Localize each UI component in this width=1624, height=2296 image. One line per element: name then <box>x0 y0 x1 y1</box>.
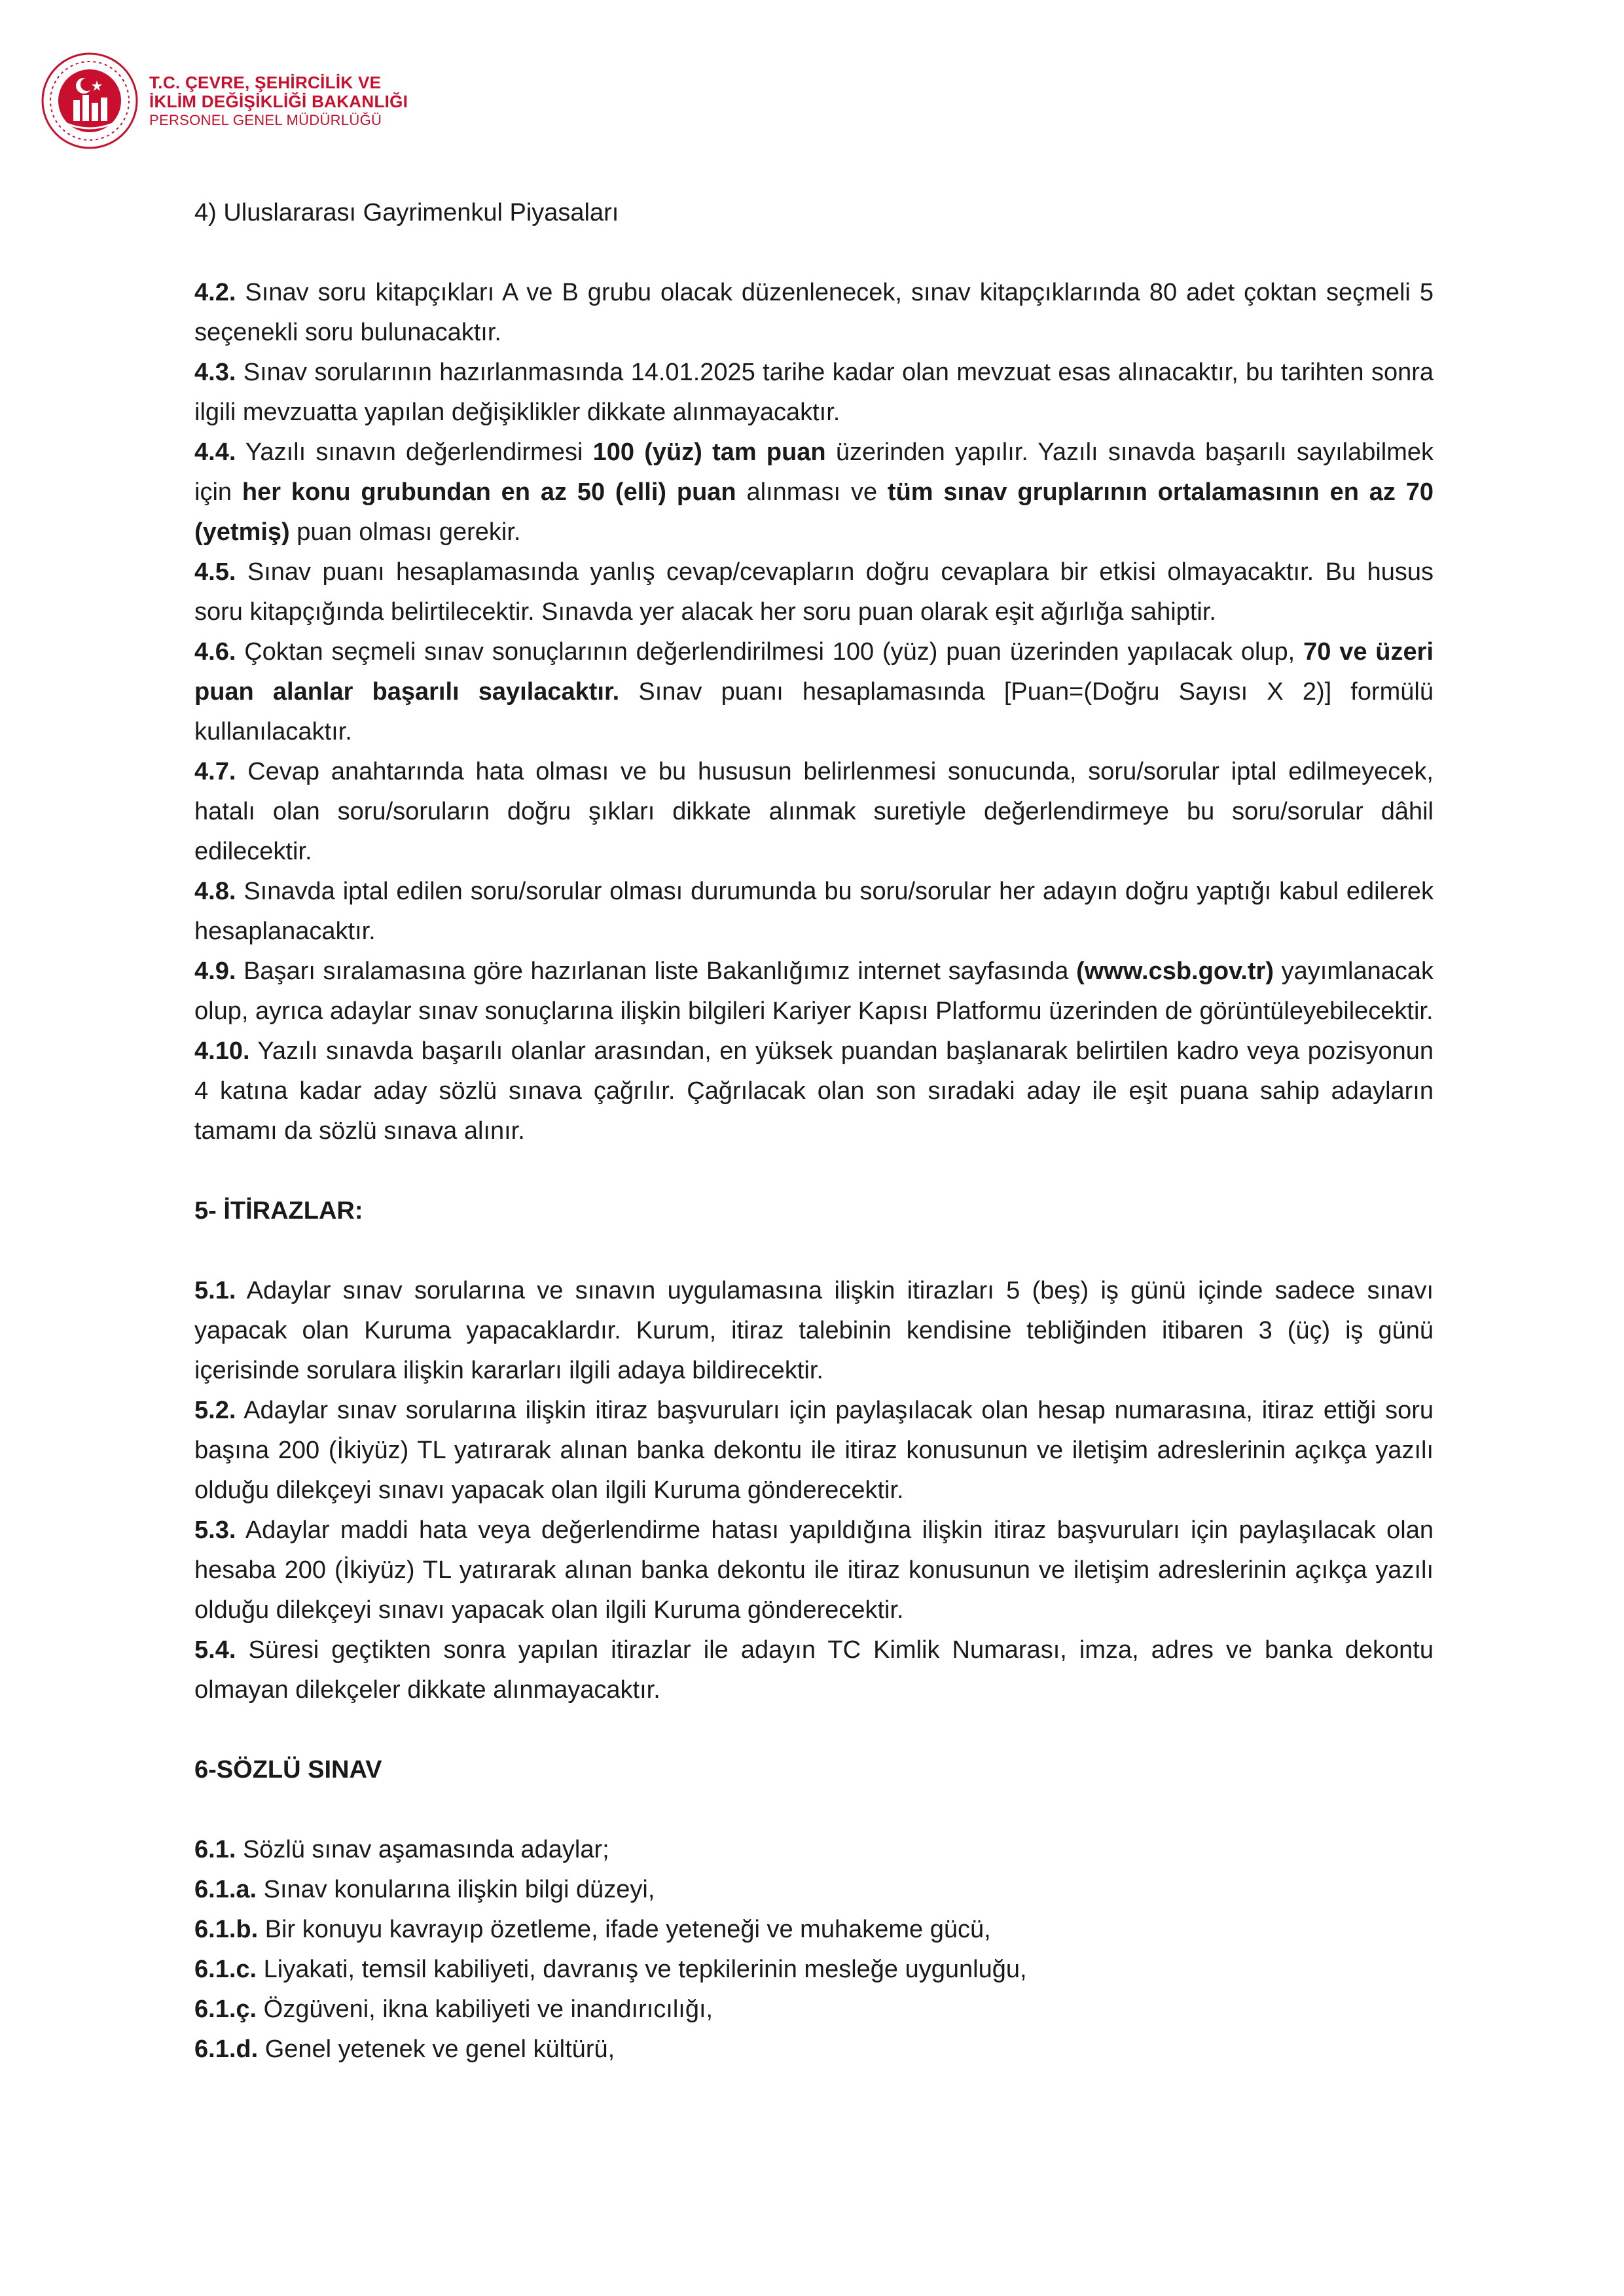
clause-text: Özgüveni, ikna kabiliyeti ve inandırıcılığı, <box>257 1996 713 2023</box>
directorate-name: PERSONEL GENEL MÜDÜRLÜĞÜ <box>149 111 382 128</box>
clause-4-9 <box>194 952 1434 1031</box>
clause-number: 4.2. <box>194 279 236 306</box>
clause-emphasis: 100 (yüz) tam puan <box>592 439 826 466</box>
clause-text: Sınav puanı hesaplamasında yanlış cevap/cevapların doğru cevaplara bir etkisi olmayacaktır. Bu husus soru kitapçığında belirtilecektir. Sınavda yer alacak her soru puan olarak eşit ağırlığa sahiptir. <box>194 558 1434 626</box>
website-link[interactable]: (www.csb.gov.tr) <box>1076 958 1274 985</box>
clause-4-7 <box>194 752 1434 872</box>
clause-text: Liyakati, temsil kabiliyeti, davranış ve tepkilerinin mesleğe uygunluğu, <box>257 1956 1027 1983</box>
clause-text: üzerinden yapılır. Yazılı sınavda başarılı sayılabilmek için <box>194 439 1434 506</box>
clause-6-1-b <box>194 1910 1434 1950</box>
clause-4-6 <box>194 632 1434 752</box>
clause-text: Çoktan seçmeli sınav sonuçlarının değerlendirilmesi 100 (yüz) puan üzerinden yapılacak olup, <box>236 638 1304 666</box>
clause-4-4 <box>194 433 1434 552</box>
clause-6-1-cc <box>194 1990 1434 2030</box>
clause-text: yayımlanacak olup, ayrıca adaylar sınav sonuçlarına ilişkin bilgileri Kariyer Kapısı Platformu üzerinden de görüntüleyebilecektir. <box>194 958 1434 1025</box>
clause-number: 4.7. <box>194 758 236 785</box>
clause-number: 4.6. <box>194 638 236 666</box>
heading-text: 6-SÖZLÜ SINAV <box>194 1756 382 1784</box>
clause-number: 6.1. <box>194 1836 236 1863</box>
clause-emphasis: her konu grubundan en az 50 (elli) puan <box>242 478 736 506</box>
clause-number: 6.1.d. <box>194 2036 259 2063</box>
clause-4-2 <box>194 273 1434 353</box>
clause-number: 4.9. <box>194 958 236 985</box>
clause-text: Sınav soru kitapçıkları A ve B grubu olacak düzenlenecek, sınav kitapçıklarında 80 adet çoktan seçmeli 5 seçenekli soru bulunacaktır. <box>194 279 1434 346</box>
intro-item: 4) Uluslararası Gayrimenkul Piyasaları <box>194 199 619 226</box>
clause-5-2 <box>194 1391 1434 1511</box>
clause-number: 4.3. <box>194 359 236 386</box>
clause-text: Süresi geçtikten sonra yapılan itirazlar ile adayın TC Kimlik Numarası, imza, adres ve banka dekontu olmayan dilekçeler dikkate alınmayacaktır. <box>194 1636 1434 1704</box>
clause-text: Cevap anahtarında hata olması ve bu hususun belirlenmesi sonucunda, soru/sorular iptal edilmeyecek, hatalı olan soru/soruların doğru şıkları dikkate alınmak suretiyle değerlendirmeye bu soru/sorular dâhil edilecektir. <box>194 758 1434 865</box>
clause-text: Sınav puanı hesaplamasında [Puan=(Doğru Sayısı X 2)] formülü kullanılacaktır. <box>194 678 1434 745</box>
section-heading-objections <box>194 1191 1434 1231</box>
clause-text: puan olması gerekir. <box>289 518 521 546</box>
clause-number: 5.1. <box>194 1277 236 1304</box>
clause-text: Sınav konularına ilişkin bilgi düzeyi, <box>257 1876 655 1903</box>
clause-number: 6.1.a. <box>194 1876 257 1903</box>
clause-text: Adaylar sınav sorularına ve sınavın uygulamasına ilişkin itirazları 5 (beş) iş günü içinde sadece sınavı yapacak olan Kuruma yapacaklardır. Kurum, itiraz talebinin kendisine tebliğinden itibaren 3 (üç) iş günü içerisinde sorulara ilişkin kararları ilgili adaya bildirecektir. <box>194 1277 1434 1384</box>
clause-number: 6.1.c. <box>194 1956 257 1983</box>
clause-5-1 <box>194 1271 1434 1391</box>
section-heading-oral-exam <box>194 1750 1434 1790</box>
clause-number: 6.1.ç. <box>194 1996 257 2023</box>
clause-number: 5.4. <box>194 1636 236 1664</box>
clause-text: Sınavda iptal edilen soru/sorular olması durumunda bu soru/sorular her adayın doğru yaptığı kabul edilerek hesaplanacaktır. <box>194 878 1434 945</box>
clause-6-1-a <box>194 1870 1434 1910</box>
clause-6-1-d <box>194 2030 1434 2070</box>
heading-text: 5- İTİRAZLAR: <box>194 1197 363 1225</box>
clause-text: Adaylar sınav sorularına ilişkin itiraz başvuruları için paylaşılacak olan hesap numarasına, itiraz ettiği soru başına 200 (İkiyüz) TL yatırarak alınan banka dekontu ile itiraz konusunun ve iletişim adreslerinin açıkça yazılı olduğu dilekçeyi sınavı yapacak olan ilgili Kuruma gönderecektir. <box>194 1397 1434 1504</box>
clause-4-8 <box>194 872 1434 952</box>
clause-text: Genel yetenek ve genel kültürü, <box>258 2036 615 2063</box>
clause-text: Adaylar maddi hata veya değerlendirme hatası yapıldığına ilişkin itiraz başvuruları için paylaşılacak olan hesaba 200 (İkiyüz) TL yatırarak alınan banka dekontu ile itiraz konusunun ve iletişim adreslerinin açıkça yazılı olduğu dilekçeyi sınavı yapacak olan ilgili Kuruma gönderecektir. <box>194 1516 1434 1624</box>
clause-text: Sınav sorularının hazırlanmasında 14.01.2025 tarihe kadar olan mevzuat esas alınacaktır, bu tarihten sonra ilgili mevzuatta yapılan değişiklikler dikkate alınmayacaktır. <box>194 359 1434 426</box>
clause-number: 4.10. <box>194 1037 250 1065</box>
clause-number: 4.8. <box>194 878 236 905</box>
clause-text: Yazılı sınavda başarılı olanlar arasından, en yüksek puandan başlanarak belirtilen kadro veya pozisyonun 4 katına kadar aday sözlü sınava çağrılır. Çağrılacak olan son sıradaki aday ile eşit puana sahip adayların tamamı da sözlü sınava alınır. <box>194 1037 1434 1145</box>
clause-6-1-c <box>194 1950 1434 1990</box>
clause-emphasis: 70 ve üzeri puan alanlar başarılı sayılacaktır. <box>194 638 1434 706</box>
clause-number: 4.4. <box>194 439 236 466</box>
clause-text: Sözlü sınav aşamasında adaylar; <box>236 1836 609 1863</box>
clause-number: 4.5. <box>194 558 236 586</box>
ministry-logo-icon <box>41 52 139 150</box>
ministry-name-line2: İKLİM DEĞİŞİKLİĞİ BAKANLIĞI <box>149 91 408 111</box>
ministry-name-line1: T.C. ÇEVRE, ŞEHİRCİLİK VE <box>149 72 382 92</box>
clause-text: Başarı sıralamasına göre hazırlanan liste Bakanlığımız internet sayfasında <box>236 958 1077 985</box>
clause-4-5 <box>194 552 1434 632</box>
clause-text: Bir konuyu kavrayıp özetleme, ifade yeteneği ve muhakeme gücü, <box>258 1916 991 1943</box>
document-body <box>194 193 1434 2070</box>
clause-number: 6.1.b. <box>194 1916 259 1943</box>
clause-text: alınması ve <box>736 478 888 506</box>
page-header <box>41 48 408 153</box>
clause-number: 5.3. <box>194 1516 236 1544</box>
clause-4-10 <box>194 1031 1434 1151</box>
clause-number: 5.2. <box>194 1397 236 1424</box>
clause-5-4 <box>194 1630 1434 1710</box>
clause-emphasis: tüm sınav gruplarının ortalamasının en az 70 (yetmiş) <box>194 478 1434 546</box>
clause-6-1 <box>194 1830 1434 1870</box>
clause-text: Yazılı sınavın değerlendirmesi <box>236 439 593 466</box>
clause-4-3 <box>194 353 1434 433</box>
clause-5-3 <box>194 1511 1434 1630</box>
